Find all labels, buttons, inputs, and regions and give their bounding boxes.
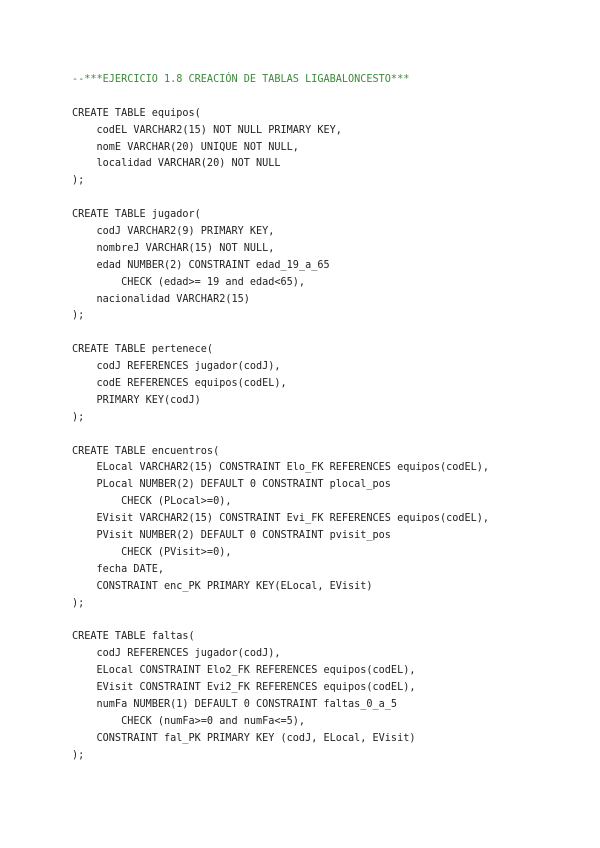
blank-line bbox=[72, 427, 572, 444]
code-line: ); bbox=[72, 749, 85, 761]
code-line: ); bbox=[72, 175, 85, 187]
code-line: edad NUMBER(2) CONSTRAINT edad_19_a_65 bbox=[72, 259, 330, 271]
code-line: ELocal CONSTRAINT Elo2_FK REFERENCES equipos(codEL), bbox=[72, 665, 416, 677]
code-line: CHECK (PVisit>=0), bbox=[72, 546, 232, 558]
code-line: CHECK (PLocal>=0), bbox=[72, 496, 232, 508]
code-line: CREATE TABLE faltas( bbox=[72, 631, 195, 643]
code-line: CHECK (edad>= 19 and edad<65), bbox=[72, 276, 306, 288]
blank-line bbox=[72, 613, 572, 630]
code-line: ELocal VARCHAR2(15) CONSTRAINT Elo_FK REFERENCES equipos(codEL), bbox=[72, 462, 490, 474]
code-line: codE REFERENCES equipos(codEL), bbox=[72, 378, 287, 390]
code-line: nacionalidad VARCHAR2(15) bbox=[72, 293, 250, 305]
code-line: CONSTRAINT enc_PK PRIMARY KEY(ELocal, EVisit) bbox=[72, 580, 373, 592]
code-line: localidad VARCHAR(20) NOT NULL bbox=[72, 158, 281, 170]
code-line: codEL VARCHAR2(15) NOT NULL PRIMARY KEY, bbox=[72, 124, 342, 136]
code-line: EVisit VARCHAR2(15) CONSTRAINT Evi_FK REFERENCES equipos(codEL), bbox=[72, 513, 490, 525]
code-line: numFa NUMBER(1) DEFAULT 0 CONSTRAINT faltas_0_a_5 bbox=[72, 698, 398, 710]
code-line: ); bbox=[72, 310, 85, 322]
code-comment-line: --***EJERCICIO 1.8 CREACIÓN DE TABLAS LIGABALONCESTO*** bbox=[72, 74, 410, 85]
code-line: fecha DATE, bbox=[72, 563, 165, 575]
code-line: CONSTRAINT fal_PK PRIMARY KEY (codJ, ELocal, EVisit) bbox=[72, 732, 416, 744]
blank-line bbox=[72, 89, 572, 106]
code-line: EVisit CONSTRAINT Evi2_FK REFERENCES equipos(codEL), bbox=[72, 682, 416, 694]
code-line: nombreJ VARCHAR(15) NOT NULL, bbox=[72, 242, 275, 254]
blank-line bbox=[72, 190, 572, 207]
blank-line bbox=[72, 325, 572, 342]
code-line: codJ VARCHAR2(9) PRIMARY KEY, bbox=[72, 226, 275, 238]
code-line: CHECK (numFa>=0 and numFa<=5), bbox=[72, 715, 306, 727]
sql-code-block bbox=[72, 72, 572, 765]
code-line: CREATE TABLE pertenece( bbox=[72, 344, 214, 356]
code-line: CREATE TABLE jugador( bbox=[72, 209, 201, 221]
code-line: PRIMARY KEY(codJ) bbox=[72, 394, 201, 406]
code-line: ); bbox=[72, 597, 85, 609]
code-line: CREATE TABLE equipos( bbox=[72, 107, 201, 119]
code-line: CREATE TABLE encuentros( bbox=[72, 445, 220, 457]
code-line: nomE VARCHAR(20) UNIQUE NOT NULL, bbox=[72, 141, 299, 153]
code-line: ); bbox=[72, 411, 85, 423]
code-line: PLocal NUMBER(2) DEFAULT 0 CONSTRAINT plocal_pos bbox=[72, 479, 391, 491]
code-line: codJ REFERENCES jugador(codJ), bbox=[72, 361, 281, 373]
code-line: PVisit NUMBER(2) DEFAULT 0 CONSTRAINT pvisit_pos bbox=[72, 530, 391, 542]
code-line: codJ REFERENCES jugador(codJ), bbox=[72, 648, 281, 660]
